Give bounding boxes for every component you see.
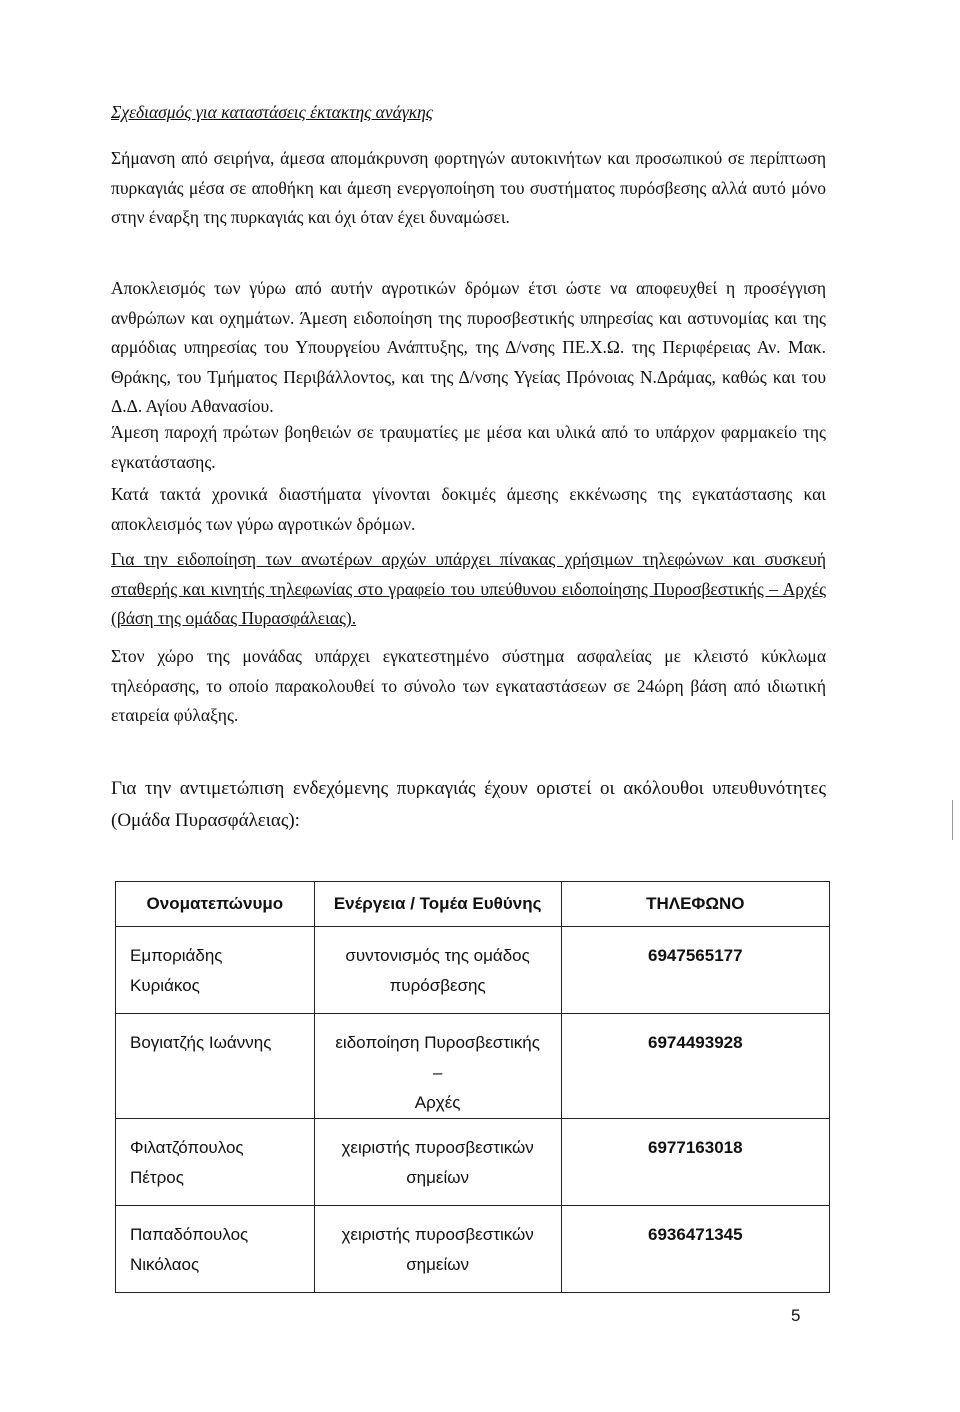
role-line: συντονισμός της ομάδος xyxy=(345,946,530,965)
text-line: Αποκλεισμός των γύρω από αυτήν αγροτικών δρόμων έτσι ώστε να αποφευχθεί η προσέγγιση xyxy=(111,278,826,298)
role-line: πυρόσβεσης xyxy=(389,976,486,995)
text-line: τηλεόρασης, το οποίο παρακολουθεί το σύνολο των εγκαταστάσεων σε 24ώρη βάση από ιδιωτική xyxy=(111,675,826,696)
page-number: 5 xyxy=(791,1306,801,1325)
cell-phone: 6947565177 xyxy=(561,927,829,1014)
cell-phone: 6974493928 xyxy=(561,1014,829,1119)
name-line: Νικόλαος xyxy=(130,1255,200,1274)
text-line: (Ομάδα Πυρασφάλειας): xyxy=(111,810,300,831)
text-line: Στον χώρο της μονάδας υπάρχει εγκατεστημένο σύστημα ασφαλείας με κλειστό κύκλωμα xyxy=(111,646,826,666)
header-phone: ΤΗΛΕΦΩΝΟ xyxy=(561,882,829,927)
cell-phone: 6977163018 xyxy=(561,1119,829,1206)
paragraph-cctv xyxy=(111,642,826,731)
cell-responsibility xyxy=(314,1119,561,1206)
name-line: Πέτρος xyxy=(130,1168,184,1187)
fire-team-table xyxy=(115,881,830,1293)
name-line: Παπαδόπουλος xyxy=(130,1225,249,1244)
paragraph-phone-list xyxy=(111,545,826,634)
text-line: Κατά τακτά χρονικά διαστήματα γίνονται δοκιμές άμεσης εκκένωσης της εγκατάστασης και xyxy=(111,484,826,504)
table-row xyxy=(116,1119,830,1206)
text-line: Σήμανση από σειρήνα, άμεσα απομάκρυνση φορτηγών αυτοκινήτων και προσωπικού σε περίπτωση xyxy=(111,148,826,168)
text-line: αποκλεισμός των γύρω αγροτικών δρόμων. xyxy=(111,513,416,534)
cell-responsibility xyxy=(314,927,561,1014)
name-line: Φιλατζόπουλος xyxy=(130,1138,244,1157)
table-header-row xyxy=(116,882,830,927)
section-heading: Σχεδιασμός για καταστάσεις έκτακτης ανάγκης xyxy=(111,102,433,122)
text-line: πυρκαγιάς μέσα σε αποθήκη και άμεση ενεργοποίηση του συστήματος πυρόσβεσης αλλά αυτό μόνο xyxy=(111,177,826,198)
text-line: εταιρεία φύλαξης. xyxy=(111,705,239,725)
table-row xyxy=(116,927,830,1014)
cell-name xyxy=(116,1014,315,1119)
paragraph-evacuation-drills xyxy=(111,480,826,539)
text-line: σταθερής και κινητής τηλεφωνίας στο γραφείο του υπεύθυνου ειδοποίησης Πυροσβεστικής – Αρχές xyxy=(111,578,826,599)
paragraph-road-closure xyxy=(111,274,826,422)
cell-responsibility xyxy=(314,1206,561,1293)
text-line: εγκατάστασης. xyxy=(111,451,216,472)
cell-name xyxy=(116,1119,315,1206)
paragraph-first-aid xyxy=(111,418,826,477)
role-line: σημείων xyxy=(406,1255,470,1274)
text-line: Για την αντιμετώπιση ενδεχόμενης πυρκαγιάς έχουν οριστεί οι ακόλουθοι υπευθυνότητες xyxy=(111,778,826,799)
paragraph-fire-team-intro xyxy=(111,773,826,837)
text-line: αρμόδιας υπηρεσίας του Υπουργείου Ανάπτυξης, της Δ/νσης ΠΕ.Χ.Ω. της Περιφέρειας Αν. Μακ. xyxy=(111,337,826,357)
role-line: ειδοποίηση Πυροσβεστικής – xyxy=(335,1033,540,1082)
paragraph-siren xyxy=(111,144,826,233)
role-line: χειριστής πυροσβεστικών xyxy=(341,1138,534,1157)
name-line: Βογιατζής Ιωάννης xyxy=(130,1033,272,1052)
cell-responsibility xyxy=(314,1014,561,1119)
text-line: Για την ειδοποίηση των ανωτέρων αρχών υπάρχει πίνακας χρήσιμων τηλεφώνων και συσκευή xyxy=(111,549,826,569)
cell-name xyxy=(116,1206,315,1293)
margin-mark xyxy=(952,800,953,840)
header-responsibility: Ενέργεια / Τομέα Ευθύνης xyxy=(314,882,561,927)
text-line: Δ.Δ. Αγίου Αθανασίου. xyxy=(111,396,274,416)
role-line: Αρχές xyxy=(414,1093,461,1112)
name-line: Κυριάκος xyxy=(130,976,200,995)
role-line: σημείων xyxy=(406,1168,470,1187)
text-line: ανθρώπων και οχημάτων. Άμεση ειδοποίηση της πυροσβεστικής υπηρεσίας και αστυνομίας και της xyxy=(111,307,826,328)
text-line: (βάση της ομάδας Πυρασφάλειας). xyxy=(111,608,357,628)
role-line: χειριστής πυροσβεστικών xyxy=(341,1225,534,1244)
name-line: Εμποριάδης xyxy=(130,946,223,965)
table-row xyxy=(116,1014,830,1119)
cell-name xyxy=(116,927,315,1014)
text-line: στην έναρξη της πυρκαγιάς και όχι όταν έχει δυναμώσει. xyxy=(111,207,510,227)
cell-phone: 6936471345 xyxy=(561,1206,829,1293)
text-line: Θράκης, του Τμήματος Περιβάλλοντος, και της Δ/νσης Υγείας Πρόνοιας Ν.Δράμας, καθώς και του xyxy=(111,366,826,387)
table-row xyxy=(116,1206,830,1293)
header-name: Ονοματεπώνυμο xyxy=(116,882,315,927)
fire-team-table-wrapper xyxy=(115,881,830,1293)
text-line: Άμεση παροχή πρώτων βοηθειών σε τραυματίες με μέσα και υλικά από το υπάρχον φαρμακείο της xyxy=(111,422,826,442)
